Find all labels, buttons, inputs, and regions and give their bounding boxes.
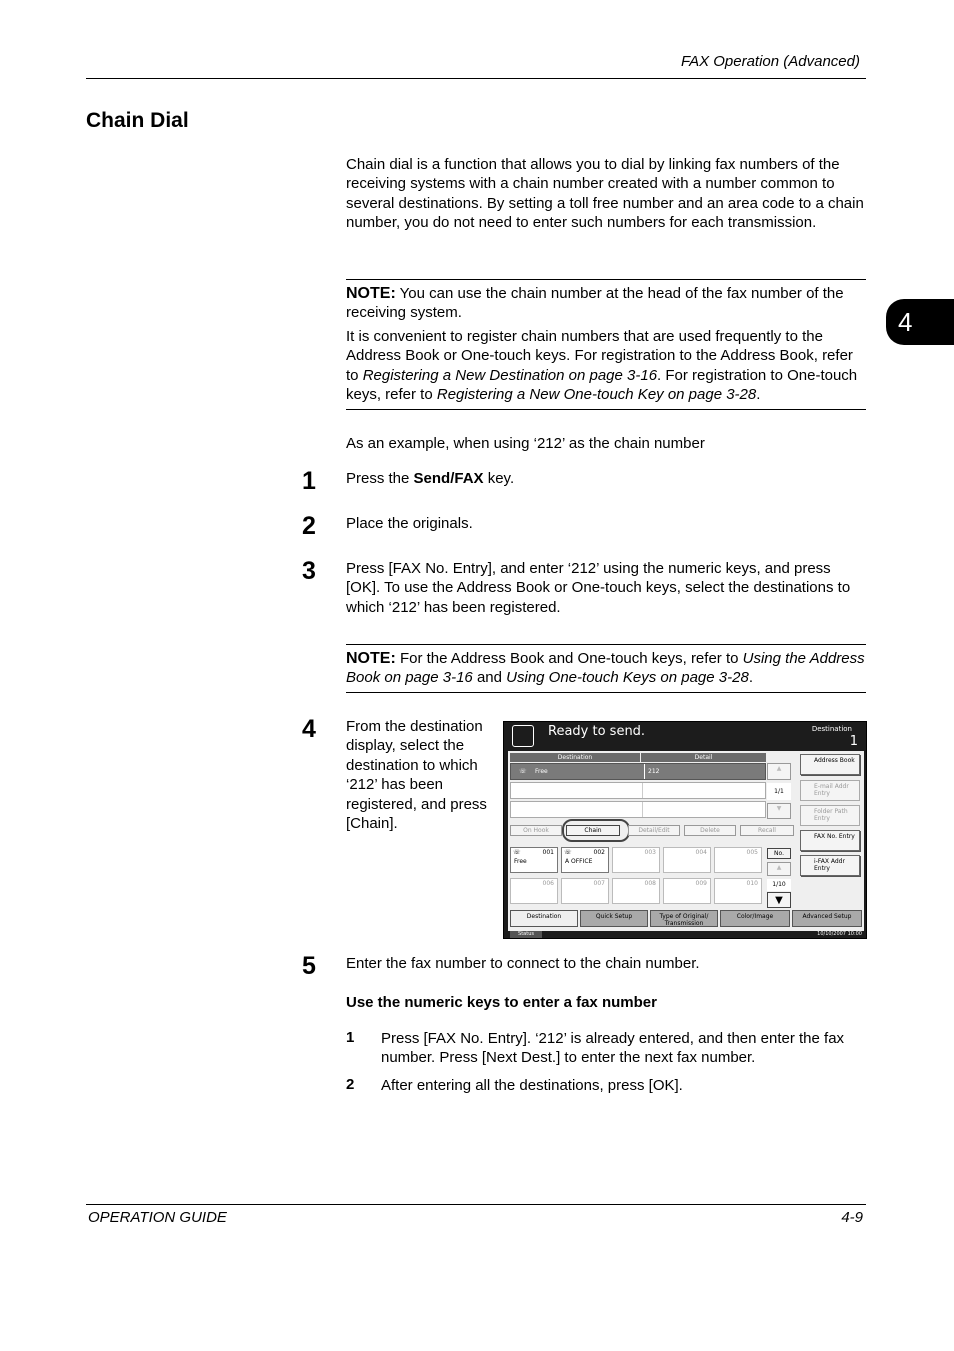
tab-quick-setup[interactable]: Quick Setup <box>580 910 648 927</box>
one-touch-key[interactable]: 010 <box>714 878 762 904</box>
reference-link: Registering a New Destination on page 3-16 <box>362 366 658 384</box>
destination-count: 1 <box>849 734 858 749</box>
step-number: 1 <box>302 467 316 495</box>
substep-text: Press [FAX No. Entry]. ‘212’ is already entered, and then enter the fax number. Press [Next Dest.] to enter the next fax number. <box>381 1030 845 1067</box>
note-label: NOTE: <box>346 285 396 302</box>
footer-guide-title: OPERATION GUIDE <box>88 1209 227 1226</box>
key-scroll-down-button[interactable]: ▼ <box>767 892 791 908</box>
key-scroll-up-button[interactable]: ▲ <box>767 862 791 876</box>
running-header: FAX Operation (Advanced) <box>681 53 860 70</box>
folder-path-button[interactable]: Folder Path Entry <box>800 805 860 826</box>
note-top-rule <box>346 279 866 280</box>
reference-link: Using One-touch Keys on page 3-28 <box>506 669 749 687</box>
substep-number: 2 <box>346 1076 355 1093</box>
table-row[interactable] <box>510 782 766 799</box>
screen-status-text: Ready to send. <box>548 724 646 739</box>
table-row[interactable]: ☏ Free 212 <box>510 763 766 780</box>
step-number: 2 <box>302 512 316 540</box>
fax-no-entry-button[interactable]: FAX No. Entry <box>800 830 860 851</box>
substep-number: 1 <box>346 1029 355 1046</box>
ifax-entry-button[interactable]: i-FAX Addr Entry <box>800 855 860 876</box>
destination-label: Destination <box>811 725 852 733</box>
fax-icon: ☏ <box>564 849 572 856</box>
column-header: Destination <box>510 753 640 762</box>
chapter-tab: 4 <box>886 299 954 345</box>
page-indicator: 1/1 <box>767 783 791 800</box>
tab-color-image[interactable]: Color/Image <box>720 910 790 927</box>
subheading: Use the numeric keys to enter a fax number <box>346 994 657 1011</box>
tab-advanced-setup[interactable]: Advanced Setup <box>792 910 862 927</box>
table-row[interactable] <box>510 801 766 818</box>
step-text: Place the originals. <box>346 515 473 532</box>
step-number: 5 <box>302 952 316 980</box>
status-bar <box>508 931 864 938</box>
substep-text: After entering all the destinations, press [OK]. <box>381 1077 683 1094</box>
intro-paragraph: Chain dial is a function that allows you to dial by linking fax numbers of the receiving systems with a chain number created with a number common to several destinations. By setting a toll free number and an area code to a chain number, you do not need to enter such numbers for each transmission. <box>346 156 864 232</box>
tab-type-of-original[interactable]: Type of Original/ Transmission <box>650 910 718 927</box>
on-hook-button[interactable]: On Hook <box>510 825 562 836</box>
number-search-button[interactable]: No. <box>767 848 791 859</box>
header-rule <box>86 78 866 79</box>
status-button[interactable]: Status <box>510 931 542 938</box>
one-touch-key[interactable]: ☏ 001 Free <box>510 847 558 873</box>
fax-icon: ☏ <box>513 849 521 856</box>
email-entry-button[interactable]: E-mail Addr Entry <box>800 780 860 801</box>
example-text: As an example, when using ‘212’ as the chain number <box>346 435 705 452</box>
tab-destination[interactable]: Destination <box>510 910 578 927</box>
note-bottom-rule <box>346 409 866 410</box>
step-text: From the destination display, select the destination to which ‘212’ has been registered, and press [Chain]. <box>346 718 487 833</box>
reference-link: Using the Address Book on page 3-16 <box>346 650 865 687</box>
one-touch-key[interactable]: ☏ 002 A OFFICE <box>561 847 609 873</box>
note-top-rule <box>346 644 866 645</box>
step-number: 4 <box>302 715 316 743</box>
note2-text: NOTE: For the Address Book and One-touch keys, refer to Using the Address Book on page 3-16 and Using One-touch Keys on page 3-28. <box>346 650 865 687</box>
address-book-button[interactable]: Address Book <box>800 754 860 775</box>
one-touch-key[interactable]: 003 <box>612 847 660 873</box>
note-bottom-rule <box>346 692 866 693</box>
note1-paragraph2: It is convenient to register chain numbers that are used frequently to the Address Book or One-touch keys. For registration to the Address Book, refer to Registering a New Destination on page 3-16. For registration to One-touch keys, refer to Registering a New One-touch Key on page 3-28. <box>346 328 858 404</box>
one-touch-key[interactable]: 006 <box>510 878 558 904</box>
page-number: 4-9 <box>841 1209 863 1226</box>
detail-edit-button[interactable]: Detail/Edit <box>628 825 680 836</box>
section-title: Chain Dial <box>86 109 189 132</box>
step-text: Enter the fax number to connect to the chain number. <box>346 955 700 972</box>
reference-link: Registering a New One-touch Key on page 3-28 <box>436 386 757 404</box>
scroll-up-button[interactable]: ▲ <box>767 763 791 780</box>
one-touch-key[interactable]: 005 <box>714 847 762 873</box>
recall-button[interactable]: Recall <box>740 825 794 836</box>
one-touch-key[interactable]: 009 <box>663 878 711 904</box>
column-header: Detail <box>641 753 766 762</box>
key-page-indicator: 1/10 <box>767 879 791 891</box>
chain-button[interactable]: Chain <box>566 825 620 836</box>
note-label: NOTE: <box>346 650 396 667</box>
send-icon <box>512 725 534 747</box>
footer-rule <box>86 1204 866 1205</box>
date-time: 10/10/2007 10:00 <box>817 931 862 937</box>
step-number: 3 <box>302 557 316 585</box>
panel-screenshot <box>503 721 867 939</box>
highlight-ring <box>562 819 630 842</box>
step-text: Press the Send/FAX key. <box>346 470 515 487</box>
one-touch-key[interactable]: 004 <box>663 847 711 873</box>
note1-line1: NOTE: You can use the chain number at the head of the fax number of the receiving system. <box>346 285 844 322</box>
scroll-down-button[interactable]: ▼ <box>767 803 791 819</box>
step-text: Press [FAX No. Entry], and enter ‘212’ using the numeric keys, and press [OK]. To use the Address Book or One-touch keys, select the destinations to which ‘212’ has been registered. <box>346 560 851 616</box>
one-touch-key[interactable]: 007 <box>561 878 609 904</box>
screen-body <box>508 751 864 931</box>
fax-icon: ☏ <box>519 768 527 775</box>
delete-button[interactable]: Delete <box>684 825 736 836</box>
one-touch-key[interactable]: 008 <box>612 878 660 904</box>
